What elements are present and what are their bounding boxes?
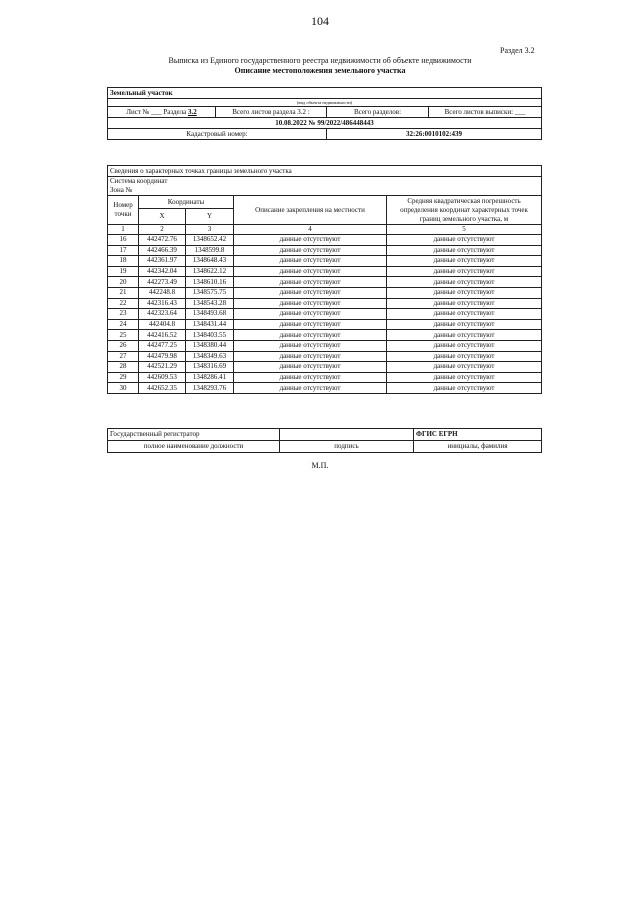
col-error: Средняя квадратическая погрешность определения координат характерных точек границ земельного участка, м [387, 196, 542, 225]
registrar-label: Государственный регистратор [108, 429, 280, 441]
point-number: 27 [108, 351, 139, 362]
col-idx-1: 1 [108, 225, 139, 235]
point-x: 442466.39 [139, 245, 186, 256]
table-row [108, 235, 542, 246]
col-idx-4: 4 [234, 225, 387, 235]
point-y: 1348648.43 [186, 256, 234, 267]
point-desc: данные отсутствуют [234, 330, 387, 341]
point-desc: данные отсутствуют [234, 309, 387, 320]
signature-table [107, 428, 542, 453]
table-row [108, 362, 542, 373]
point-number: 23 [108, 309, 139, 320]
point-number: 16 [108, 235, 139, 246]
point-error: данные отсутствуют [387, 287, 542, 298]
point-number: 29 [108, 372, 139, 383]
sheet-cell [108, 107, 216, 118]
point-desc: данные отсутствуют [234, 277, 387, 288]
point-number: 26 [108, 340, 139, 351]
point-error: данные отсутствуют [387, 383, 542, 394]
point-y: 1348316.69 [186, 362, 234, 373]
point-x: 442477.25 [139, 340, 186, 351]
stamp-label: М.П. [311, 461, 329, 470]
table-row [108, 298, 542, 309]
coord-system-cell [108, 177, 542, 196]
point-number: 24 [108, 319, 139, 330]
date-number: 10.08.2022 № 99/2022/486448443 [108, 118, 542, 129]
col-desc: Описание закрепления на местности [234, 196, 387, 225]
table-row [108, 340, 542, 351]
point-desc: данные отсутствуют [234, 351, 387, 362]
point-number: 22 [108, 298, 139, 309]
object-type-caption: (вид объекта недвижимости) [108, 99, 542, 107]
point-y: 1348599.8 [186, 245, 234, 256]
document-subtitle: Описание местоположения земельного участка [234, 66, 406, 75]
section-word: Раздела [163, 107, 187, 116]
point-desc: данные отсутствуют [234, 362, 387, 373]
total-sheets: Всего листов выписки: ___ [429, 107, 542, 118]
table-row [108, 351, 542, 362]
point-error: данные отсутствуют [387, 330, 542, 341]
table-row [108, 309, 542, 320]
section-value: 3.2 [188, 107, 197, 116]
point-x: 442316.43 [139, 298, 186, 309]
point-number: 19 [108, 266, 139, 277]
point-number: 21 [108, 287, 139, 298]
table-row [108, 372, 542, 383]
point-x: 442323.64 [139, 309, 186, 320]
col-x: X [139, 209, 186, 225]
point-error: данные отсутствуют [387, 245, 542, 256]
table-row [108, 319, 542, 330]
point-y: 1348349.63 [186, 351, 234, 362]
point-desc: данные отсутствуют [234, 245, 387, 256]
point-desc: данные отсутствуют [234, 298, 387, 309]
object-type: Земельный участок [108, 88, 542, 99]
point-number: 17 [108, 245, 139, 256]
table-row [108, 330, 542, 341]
col-idx-2: 2 [139, 225, 186, 235]
point-error: данные отсутствуют [387, 362, 542, 373]
zone: Зона № [110, 186, 133, 194]
fgis-label: ФГИС ЕГРН [414, 429, 542, 441]
point-number: 30 [108, 383, 139, 394]
points-table [107, 165, 542, 394]
position-caption: полное наименование должности [108, 441, 280, 453]
coord-system: Система координат [110, 177, 168, 185]
point-x: 442404.8 [139, 319, 186, 330]
point-x: 442361.97 [139, 256, 186, 267]
cadastral-value: 32:26:0010102:439 [327, 129, 542, 140]
point-error: данные отсутствуют [387, 256, 542, 267]
point-error: данные отсутствуют [387, 372, 542, 383]
point-error: данные отсутствуют [387, 298, 542, 309]
point-error: данные отсутствуют [387, 351, 542, 362]
point-number: 28 [108, 362, 139, 373]
point-desc: данные отсутствуют [234, 383, 387, 394]
point-desc: данные отсутствуют [234, 256, 387, 267]
point-x: 442472.76 [139, 235, 186, 246]
point-y: 1348403.55 [186, 330, 234, 341]
point-y: 1348286.41 [186, 372, 234, 383]
points-title: Сведения о характерных точках границы земельного участка [108, 166, 542, 177]
signature-blank [280, 429, 414, 441]
section-sheets: Всего листов раздела 3.2 : [216, 107, 327, 118]
table-row [108, 266, 542, 277]
cadastral-label: Кадастровый номер: [108, 129, 327, 140]
point-y: 1348610.16 [186, 277, 234, 288]
point-desc: данные отсутствуют [234, 266, 387, 277]
point-y: 1348543.28 [186, 298, 234, 309]
col-y: Y [186, 209, 234, 225]
point-x: 442273.49 [139, 277, 186, 288]
header-table [107, 87, 542, 140]
point-x: 442652.35 [139, 383, 186, 394]
point-x: 442479.98 [139, 351, 186, 362]
point-error: данные отсутствуют [387, 277, 542, 288]
total-sections: Всего разделов: [327, 107, 429, 118]
table-row [108, 277, 542, 288]
col-coords: Координаты [139, 196, 234, 209]
col-idx-5: 5 [387, 225, 542, 235]
col-number: Номер точки [108, 196, 139, 225]
point-desc: данные отсутствуют [234, 372, 387, 383]
initials-caption: инициалы, фамилия [414, 441, 542, 453]
document-title: Выписка из Единого государственного реестра недвижимости об объекте недвижимости [168, 56, 472, 65]
point-y: 1348622.12 [186, 266, 234, 277]
point-number: 25 [108, 330, 139, 341]
point-x: 442609.53 [139, 372, 186, 383]
sign-caption: подпись [280, 441, 414, 453]
point-x: 442521.29 [139, 362, 186, 373]
point-y: 1348293.76 [186, 383, 234, 394]
point-desc: данные отсутствуют [234, 235, 387, 246]
point-y: 1348652.42 [186, 235, 234, 246]
point-error: данные отсутствуют [387, 309, 542, 320]
point-y: 1348431.44 [186, 319, 234, 330]
point-desc: данные отсутствуют [234, 319, 387, 330]
point-error: данные отсутствуют [387, 235, 542, 246]
point-y: 1348380.44 [186, 340, 234, 351]
page-number: 104 [311, 14, 329, 28]
point-x: 442416.52 [139, 330, 186, 341]
point-error: данные отсутствуют [387, 266, 542, 277]
point-y: 1348575.75 [186, 287, 234, 298]
table-row [108, 287, 542, 298]
sheet-label: Лист № ___ [126, 107, 162, 116]
point-error: данные отсутствуют [387, 319, 542, 330]
table-row [108, 245, 542, 256]
point-x: 442342.04 [139, 266, 186, 277]
point-y: 1348493.68 [186, 309, 234, 320]
col-idx-3: 3 [186, 225, 234, 235]
point-x: 442248.8 [139, 287, 186, 298]
table-row [108, 256, 542, 267]
point-rows [108, 235, 542, 394]
table-row [108, 383, 542, 394]
point-error: данные отсутствуют [387, 340, 542, 351]
point-number: 20 [108, 277, 139, 288]
point-desc: данные отсутствуют [234, 340, 387, 351]
section-label: Раздел 3.2 [500, 46, 535, 55]
point-number: 18 [108, 256, 139, 267]
point-desc: данные отсутствуют [234, 287, 387, 298]
